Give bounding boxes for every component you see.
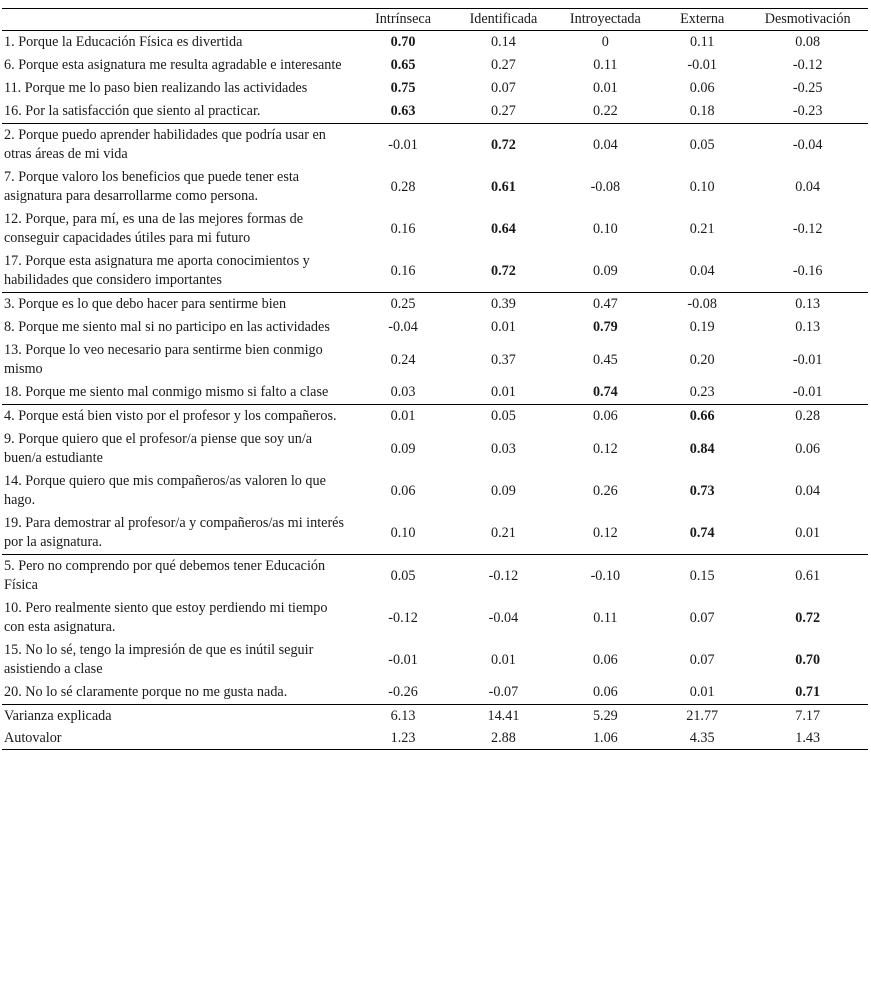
item-label: 9. Porque quiero que el profesor/a piense que soy un/a buen/a estudiante bbox=[4, 431, 313, 466]
loading-value: -0.08 bbox=[590, 178, 621, 195]
stat-value: 5.29 bbox=[592, 708, 618, 724]
table-row bbox=[2, 681, 868, 705]
loading-value: -0.01 bbox=[388, 136, 418, 153]
item-label: 19. Para demostrar al profesor/a y compañeros/as mi interés por la asignatura. bbox=[2, 512, 353, 555]
loading-value: 0.70 bbox=[390, 34, 416, 50]
loading-value: 0.12 bbox=[592, 440, 618, 457]
loading-value: -0.04 bbox=[488, 609, 519, 626]
stat-value: 1.06 bbox=[554, 727, 657, 750]
loading-value: 0.72 bbox=[491, 136, 516, 153]
loading-value: 0.13 bbox=[795, 319, 821, 335]
loading-value: 0.79 bbox=[592, 319, 618, 335]
item-label: 4. Porque está bien visto por el profesor y los compañeros. bbox=[4, 408, 337, 424]
loading-value: 0.74 bbox=[657, 512, 747, 555]
table-row bbox=[2, 470, 868, 512]
table-row bbox=[2, 293, 868, 317]
loading-value: 0.27 bbox=[491, 57, 516, 73]
loading-value: 0.65 bbox=[390, 57, 416, 73]
loading-value: 0.47 bbox=[592, 296, 618, 312]
loading-value: 0.04 bbox=[592, 136, 618, 153]
loading-value: 0.06 bbox=[592, 651, 618, 668]
loading-value: -0.01 bbox=[792, 351, 823, 368]
factor-loadings-table bbox=[2, 8, 868, 750]
table-row bbox=[2, 54, 868, 77]
loading-value: 0.18 bbox=[657, 100, 747, 124]
loading-value: 0.04 bbox=[795, 178, 821, 195]
loading-value: 0.70 bbox=[795, 651, 821, 668]
item-label: 3. Porque es lo que debo hacer para sentirme bien bbox=[4, 296, 287, 312]
item-label: 7. Porque valoro los beneficios que puede tener esta asignatura para desarrollarme como persona. bbox=[4, 169, 300, 204]
item-label: 8. Porque me siento mal si no participo en las actividades bbox=[4, 319, 330, 335]
loading-value: -0.01 bbox=[747, 381, 868, 405]
loading-value: 0.14 bbox=[491, 34, 516, 50]
loading-value: 0.28 bbox=[795, 408, 821, 424]
loading-value: 0.06 bbox=[795, 440, 821, 457]
loading-value: 0.06 bbox=[592, 408, 618, 424]
loading-value: 0.01 bbox=[747, 512, 868, 555]
loading-value: 0.10 bbox=[689, 178, 715, 195]
loading-value: 0.06 bbox=[689, 80, 715, 96]
loading-value: 0.39 bbox=[491, 296, 516, 312]
loading-value: 0.03 bbox=[491, 440, 516, 457]
loading-value: -0.10 bbox=[590, 567, 621, 584]
stat-label: Autovalor bbox=[2, 727, 353, 750]
loading-value: 0.20 bbox=[689, 351, 715, 368]
header-intrinseca: Intrínseca bbox=[353, 9, 453, 31]
loading-value: 0.15 bbox=[689, 567, 715, 584]
loading-value: 0.12 bbox=[554, 512, 657, 555]
table-row bbox=[2, 77, 868, 100]
loading-value: 0.27 bbox=[453, 100, 553, 124]
loading-value: -0.12 bbox=[792, 220, 823, 237]
item-label: 10. Pero realmente siento que estoy perdiendo mi tiempo con esta asignatura. bbox=[4, 600, 328, 635]
loading-value: 0.75 bbox=[390, 80, 416, 96]
loading-value: 0.05 bbox=[491, 408, 516, 424]
loading-value: 0.24 bbox=[390, 351, 416, 368]
loading-value: 0.28 bbox=[390, 178, 416, 195]
stat-value: 4.35 bbox=[657, 727, 747, 750]
loading-value: 0.04 bbox=[657, 250, 747, 293]
header-identificada: Identificada bbox=[453, 9, 553, 31]
loading-value: 0.01 bbox=[657, 681, 747, 705]
stat-row bbox=[2, 705, 868, 728]
loading-value: 0.06 bbox=[390, 482, 416, 499]
stat-value: 1.23 bbox=[353, 727, 453, 750]
loading-value: 0.11 bbox=[690, 34, 715, 50]
stat-value: 7.17 bbox=[795, 708, 821, 724]
loading-value: 0.07 bbox=[689, 651, 715, 668]
loading-value: 0.19 bbox=[689, 319, 715, 335]
loading-value: 0.23 bbox=[657, 381, 747, 405]
item-label: 15. No lo sé, tengo la impresión de que es inútil seguir asistiendo a clase bbox=[4, 642, 314, 677]
table-row bbox=[2, 208, 868, 250]
loading-value: 0.01 bbox=[592, 80, 618, 96]
table-row bbox=[2, 428, 868, 470]
loading-value: 0.05 bbox=[390, 567, 416, 584]
loading-value: 0.66 bbox=[689, 408, 715, 424]
item-label: 16. Por la satisfacción que siento al practicar. bbox=[2, 100, 353, 124]
loading-value: -0.23 bbox=[747, 100, 868, 124]
loading-value: 0.73 bbox=[689, 482, 715, 499]
loading-value: -0.07 bbox=[453, 681, 553, 705]
loading-value: 0.01 bbox=[453, 381, 553, 405]
header-desmotivacion: Desmotivación bbox=[747, 9, 868, 31]
loading-value: 0.16 bbox=[353, 250, 453, 293]
loading-value: 0.72 bbox=[453, 250, 553, 293]
loading-value: 0.11 bbox=[593, 57, 618, 73]
loading-value: 0.21 bbox=[453, 512, 553, 555]
item-label: 12. Porque, para mí, es una de las mejores formas de conseguir capacidades útiles para mi futuro bbox=[4, 211, 304, 246]
loading-value: 0.22 bbox=[554, 100, 657, 124]
loading-value: 0.63 bbox=[353, 100, 453, 124]
loading-value: 0.01 bbox=[491, 319, 516, 335]
table-row bbox=[2, 381, 868, 405]
loading-value: 0.13 bbox=[795, 296, 821, 312]
loading-value: 0.71 bbox=[747, 681, 868, 705]
stat-value: 14.41 bbox=[487, 708, 520, 724]
loading-value: -0.25 bbox=[792, 80, 823, 96]
item-label: 1. Porque la Educación Física es divertida bbox=[4, 34, 243, 50]
stat-value: 2.88 bbox=[453, 727, 553, 750]
loading-value: -0.26 bbox=[353, 681, 453, 705]
stat-value: 21.77 bbox=[686, 708, 719, 724]
table-body bbox=[2, 31, 868, 750]
loading-value: 0.07 bbox=[491, 80, 516, 96]
item-label: 18. Porque me siento mal conmigo mismo si falto a clase bbox=[2, 381, 353, 405]
loading-value: 0.37 bbox=[491, 351, 516, 368]
loading-value: 0.09 bbox=[390, 440, 416, 457]
table-row bbox=[2, 555, 868, 598]
loading-value: 0.74 bbox=[554, 381, 657, 405]
table-row bbox=[2, 250, 868, 293]
loading-value: 0.09 bbox=[491, 482, 516, 499]
loading-value: 0.45 bbox=[592, 351, 618, 368]
loading-value: 0.05 bbox=[689, 136, 715, 153]
loading-value: 0.25 bbox=[390, 296, 416, 312]
item-label: 20. No lo sé claramente porque no me gusta nada. bbox=[2, 681, 353, 705]
loading-value: 0 bbox=[601, 34, 609, 50]
loading-value: 0.10 bbox=[592, 220, 618, 237]
loading-value: 0.84 bbox=[689, 440, 715, 457]
header-row bbox=[2, 9, 868, 31]
loading-value: 0.08 bbox=[795, 34, 821, 50]
item-label: 14. Porque quiero que mis compañeros/as valoren lo que hago. bbox=[4, 473, 326, 508]
loading-value: 0.09 bbox=[554, 250, 657, 293]
loading-value: 0.72 bbox=[795, 609, 821, 626]
loading-value: -0.04 bbox=[792, 136, 823, 153]
table-row bbox=[2, 100, 868, 124]
loading-value: 0.03 bbox=[353, 381, 453, 405]
loading-value: -0.12 bbox=[388, 609, 418, 626]
item-label: 11. Porque me lo paso bien realizando las actividades bbox=[4, 80, 308, 96]
loading-value: 0.01 bbox=[390, 408, 416, 424]
header-externa: Externa bbox=[657, 9, 747, 31]
table-row bbox=[2, 31, 868, 55]
header-item bbox=[2, 9, 353, 31]
loading-value: 0.61 bbox=[491, 178, 516, 195]
stat-value: 1.43 bbox=[747, 727, 868, 750]
loading-value: 0.61 bbox=[795, 567, 821, 584]
loading-value: -0.04 bbox=[388, 319, 418, 335]
loading-value: -0.01 bbox=[687, 57, 717, 73]
item-label: 2. Porque puedo aprender habilidades que podría usar en otras áreas de mi vida bbox=[4, 127, 326, 162]
table-row bbox=[2, 316, 868, 339]
stat-value: 6.13 bbox=[390, 708, 416, 724]
loading-value: 0.21 bbox=[689, 220, 715, 237]
loading-value: -0.01 bbox=[388, 651, 418, 668]
loading-value: 0.01 bbox=[491, 651, 516, 668]
loading-value: 0.11 bbox=[593, 609, 618, 626]
loading-value: 0.06 bbox=[554, 681, 657, 705]
header-introyectada: Introyectada bbox=[554, 9, 657, 31]
item-label: 13. Porque lo veo necesario para sentirme bien conmigo mismo bbox=[4, 342, 323, 377]
table-row bbox=[2, 166, 868, 208]
stat-row bbox=[2, 727, 868, 750]
loading-value: -0.16 bbox=[747, 250, 868, 293]
loading-value: 0.16 bbox=[390, 220, 416, 237]
table-row bbox=[2, 124, 868, 167]
loading-value: 0.04 bbox=[795, 482, 821, 499]
loading-value: -0.12 bbox=[792, 57, 823, 73]
stat-label: Varianza explicada bbox=[4, 708, 112, 724]
loading-value: 0.64 bbox=[491, 220, 516, 237]
item-label: 5. Pero no comprendo por qué debemos tener Educación Física bbox=[4, 558, 326, 593]
loading-value: -0.08 bbox=[687, 296, 717, 312]
table-row bbox=[2, 597, 868, 639]
table-row bbox=[2, 339, 868, 381]
loading-value: 0.07 bbox=[689, 609, 715, 626]
item-label: 6. Porque esta asignatura me resulta agradable e interesante bbox=[4, 57, 342, 73]
table-row bbox=[2, 405, 868, 429]
loading-value: 0.26 bbox=[592, 482, 618, 499]
loading-value: 0.10 bbox=[353, 512, 453, 555]
table-row bbox=[2, 512, 868, 555]
table-row bbox=[2, 639, 868, 681]
item-label: 17. Porque esta asignatura me aporta conocimientos y habilidades que considero importantes bbox=[2, 250, 353, 293]
loading-value: -0.12 bbox=[488, 567, 519, 584]
